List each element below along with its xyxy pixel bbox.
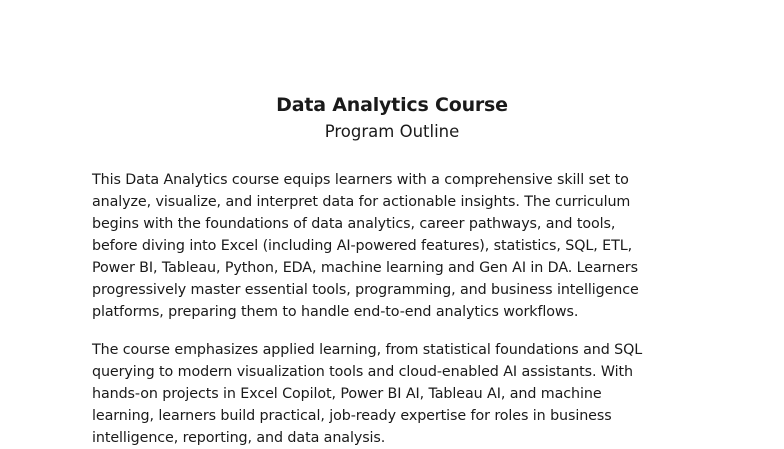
intro-paragraph: This Data Analytics course equips learners with a comprehensive skill set to analyze, visualize, and interpret data for actionable insights. The curriculum begins with the foundations of data analytics, career pathways, and tools, before diving into Excel (including AI-powered features), statistics, SQL, ETL, Power BI, Tableau, Python, EDA, machine learning and Gen AI in DA. Learners progressively master essential tools, programming, and business intelligence platforms, preparing them to handle end-to-end analytics workflows.	[92, 172, 639, 320]
document-title: Data Analytics Course	[276, 94, 508, 116]
document-subtitle: Program Outline	[324, 122, 460, 141]
emphasis-paragraph: The course emphasizes applied learning, from statistical foundations and SQL querying to modern visualization tools and cloud-enabled AI assistants. With hands-on projects in Excel Copilot, Power BI AI, Tableau AI, and machine learning, learners build practical, job-ready expertise for roles in business intelligence, reporting, and data analysis.	[92, 342, 643, 446]
